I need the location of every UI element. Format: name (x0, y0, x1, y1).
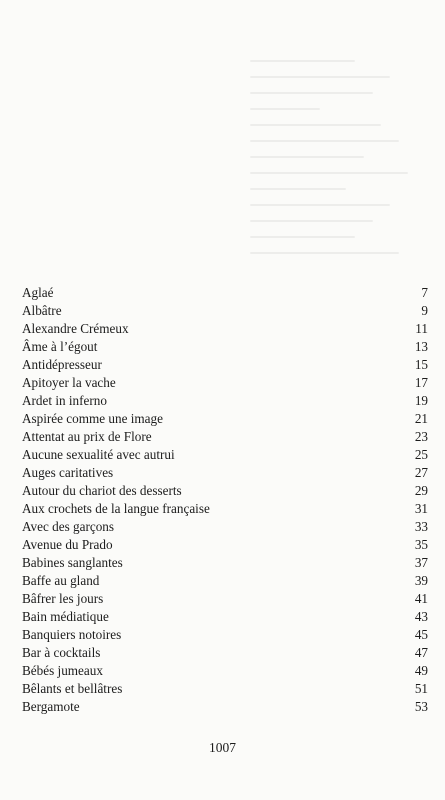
toc-entry (22, 428, 428, 446)
toc-entry-title: Autour du chariot des desserts (22, 483, 182, 498)
toc-entry-title: Avec des garçons (22, 519, 115, 534)
toc-entry-title: Alexandre Crémeux (22, 321, 129, 336)
toc-entry (22, 320, 428, 338)
toc-entry-page: 51 (414, 681, 428, 696)
toc-entry-title: Bergamote (22, 699, 80, 714)
toc-entry (22, 374, 428, 392)
toc-entry (22, 500, 428, 518)
toc-entry-page: 37 (414, 555, 428, 570)
table-of-contents (22, 284, 428, 716)
toc-entry (22, 392, 428, 410)
toc-entry-title: Babines sanglantes (22, 555, 123, 570)
toc-entry-title: Aspirée comme une image (22, 411, 163, 426)
toc-entry (22, 608, 428, 626)
toc-entry-title: Bâfrer les jours (22, 591, 104, 606)
toc-entry (22, 572, 428, 590)
toc-entry-title: Bain médiatique (22, 609, 109, 624)
toc-entry (22, 356, 428, 374)
toc-entry-page: 17 (414, 375, 428, 390)
toc-entry (22, 410, 428, 428)
toc-entry-page: 33 (414, 519, 428, 534)
toc-entry-page: 23 (414, 429, 428, 444)
toc-entry-page: 13 (414, 339, 428, 354)
toc-entry-page: 49 (414, 663, 428, 678)
toc-entry-page: 9 (421, 303, 428, 318)
toc-entry (22, 464, 428, 482)
toc-entry (22, 518, 428, 536)
toc-entry-title: Aux crochets de la langue française (22, 501, 210, 516)
toc-entry-title: Bar à cocktails (22, 645, 101, 660)
toc-entry-page: 35 (414, 537, 428, 552)
toc-entry-title: Bêlants et bellâtres (22, 681, 123, 696)
toc-entry (22, 662, 428, 680)
toc-entry-title: Ardet in inferno (22, 393, 107, 408)
toc-entry-page: 11 (415, 321, 428, 336)
toc-entry-title: Albâtre (22, 303, 62, 318)
toc-entry-title: Baffe au gland (22, 573, 100, 588)
toc-entry-title: Apitoyer la vache (22, 375, 116, 390)
toc-entry (22, 338, 428, 356)
toc-entry (22, 302, 428, 320)
show-through-text (250, 60, 425, 290)
toc-entry (22, 698, 428, 716)
toc-entry (22, 590, 428, 608)
toc-entry (22, 626, 428, 644)
toc-entry (22, 680, 428, 698)
toc-entry (22, 284, 428, 302)
toc-entry (22, 536, 428, 554)
toc-entry-title: Aucune sexualité avec autrui (22, 447, 175, 462)
toc-entry-page: 7 (421, 285, 428, 300)
toc-entry-page: 27 (414, 465, 428, 480)
toc-entry-page: 43 (414, 609, 428, 624)
toc-entry-page: 19 (414, 393, 428, 408)
toc-entry-page: 25 (414, 447, 428, 462)
toc-entry-title: Âme à l’égout (22, 339, 98, 354)
toc-entry (22, 554, 428, 572)
toc-entry-title: Bébés jumeaux (22, 663, 103, 678)
toc-entry-page: 39 (414, 573, 428, 588)
page-number: 1007 (209, 740, 236, 755)
toc-entry-page: 31 (414, 501, 428, 516)
toc-entry-title: Antidépresseur (22, 357, 102, 372)
toc-entry-title: Attentat au prix de Flore (22, 429, 152, 444)
toc-entry-title: Banquiers notoires (22, 627, 122, 642)
toc-entry (22, 644, 428, 662)
toc-entry (22, 482, 428, 500)
toc-entry-title: Aglaé (22, 285, 54, 300)
toc-entry (22, 446, 428, 464)
toc-entry-page: 53 (414, 699, 428, 714)
toc-entry-title: Avenue du Prado (22, 537, 113, 552)
toc-entry-page: 41 (414, 591, 428, 606)
toc-entry-page: 45 (414, 627, 428, 642)
toc-entry-page: 47 (414, 645, 428, 660)
toc-entry-page: 29 (414, 483, 428, 498)
toc-entry-page: 21 (414, 411, 428, 426)
toc-entry-title: Auges caritatives (22, 465, 114, 480)
toc-entry-page: 15 (414, 357, 428, 372)
